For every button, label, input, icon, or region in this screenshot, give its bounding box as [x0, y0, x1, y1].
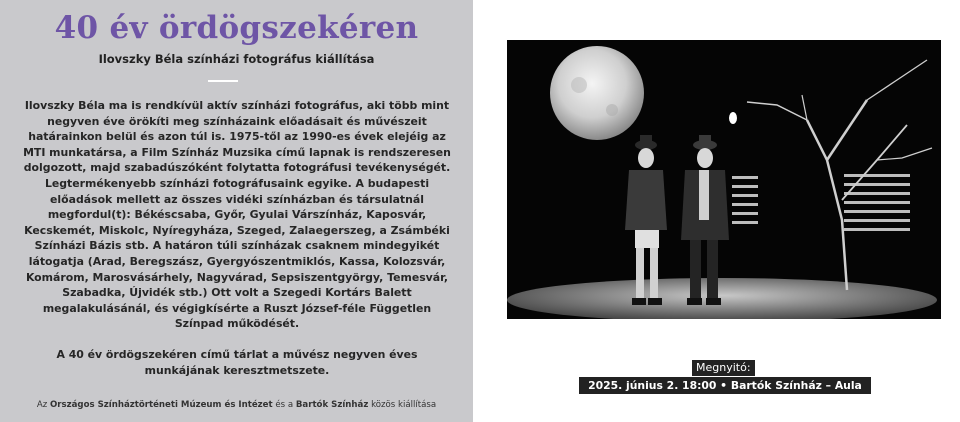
footer-org-museum: Országos Színháztörténeti Múzeum és Intézet: [49, 400, 273, 410]
moon: [550, 46, 644, 140]
opening-label: Megnyitó:: [692, 360, 755, 376]
opening-details: 2025. június 2. 18:00 • Bartók Színház – Aula: [579, 377, 871, 394]
moon-crater: [571, 77, 587, 93]
hanging-leaf: [729, 112, 737, 124]
footer-suffix: közös kiállítása: [371, 400, 437, 410]
info-panel: [0, 0, 473, 422]
footer-middle: és a: [275, 400, 294, 410]
description-paragraph-1: Ilovszky Béla ma is rendkívül aktív színházi fotográfus, aki több mint negyven éve örökíti meg színházaink előadásait és művészeit határainkon belül és azon túl is. 1975-től az 1990-es évek elejéig az MTI munkatársa, a Film Színház Muzsika című lapnak is rendszeresen dolgozott, majd szabadúszóként folytatta fotográfusi tevékenységét. Legtermékenyebb színházi fotográfusaink egyike. A budapesti előadások mellett az összes vidéki színházban és társulatnál megfordul(t): Békéscsaba, Győr, Gyulai Várszínház, Kaposvár, Kecskemét, Miskolc, Nyíregyháza, Szeged, Zalaegerszeg, a Zsámbéki Színházi Bázis stb. A határon túli színházak csaknem mindegyikét látogatja (Arad, Beregszász, Gyergyószentmiklós, Kassa, Kolozsvár, Komárom, Marosvásárhely, Nagyvárad, Sepsiszentgyörgy, Temesvár, Szabadka, Újvidék stb.) Ott volt a Szegedi Kortárs Balett megalakulásánál, és végigkísérte a Ruszt József-féle Független Színpad működését.: [23, 99, 451, 331]
description: [22, 98, 452, 393]
exhibition-title: 40 év ördögszekéren: [54, 10, 419, 46]
exhibition-subtitle: Ilovszky Béla színházi fotográfus kiállítása: [98, 52, 375, 66]
description-paragraph-2: A 40 év ördögszekéren című tárlat a művész negyven éves munkájának keresztmetszete.: [56, 347, 418, 377]
stage-photo: [507, 40, 941, 319]
footer-prefix: Az: [36, 400, 48, 410]
divider: [208, 80, 238, 82]
footer-org-theatre: Bartók Színház: [295, 400, 369, 410]
footer-credits: [0, 400, 473, 410]
moon-crater: [606, 104, 618, 116]
